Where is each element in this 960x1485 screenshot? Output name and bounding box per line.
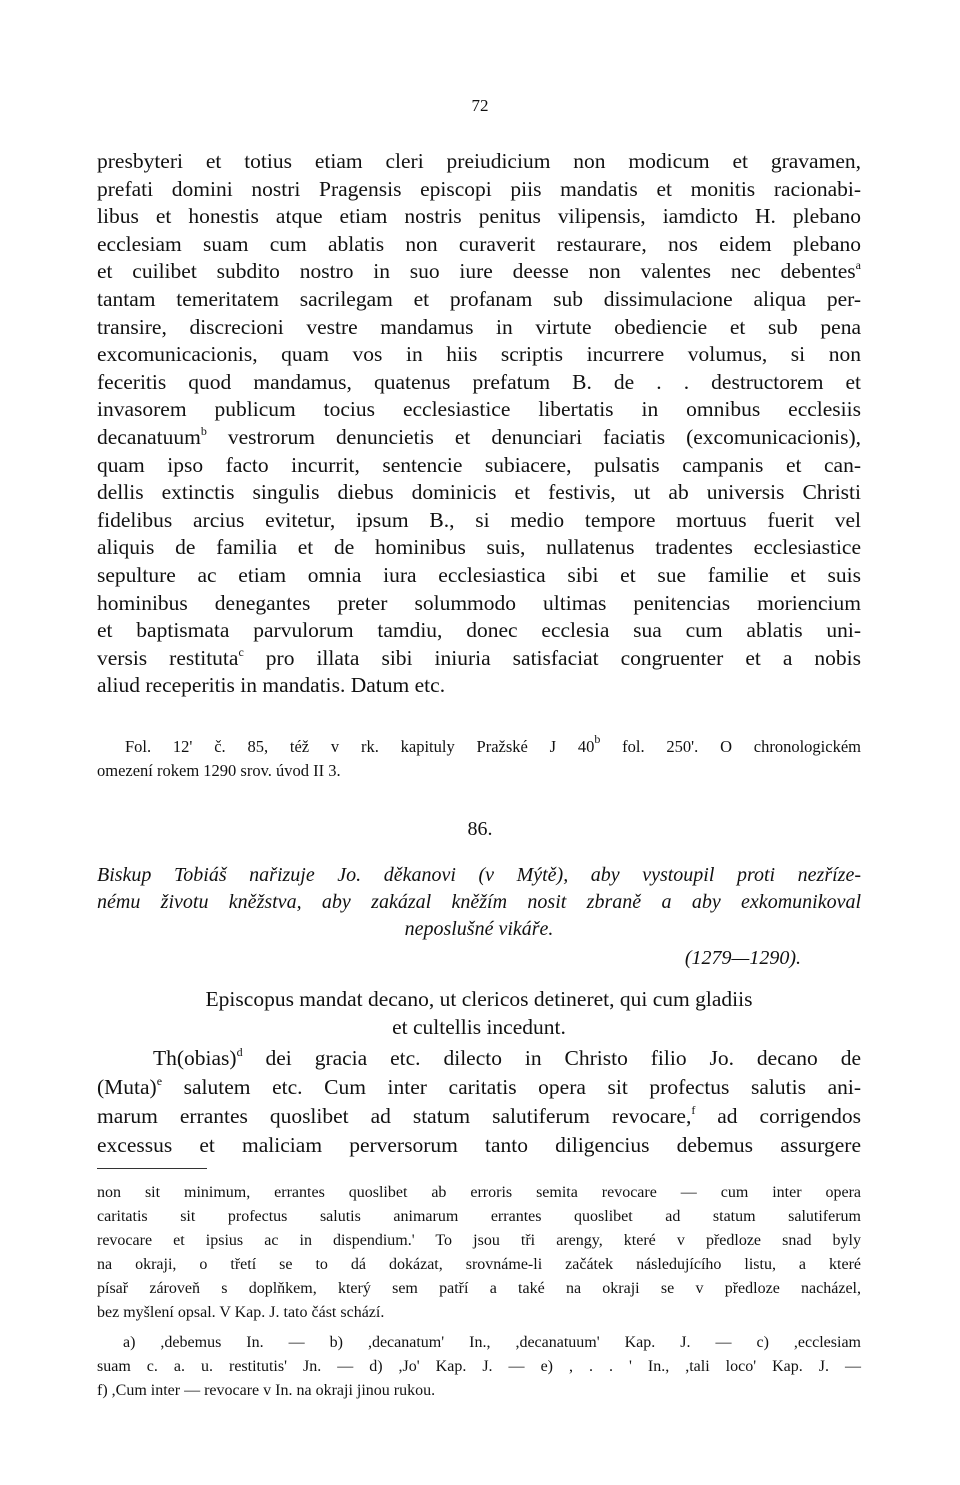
footnote-marker: c [238, 644, 244, 659]
text-segment: vestrorum denuncietis et denunciari faciatis (excomunicacionis), [206, 424, 861, 449]
text-segment: pro illata sibi iniuria satisfaciat congruenter et a nobis [243, 645, 861, 670]
text-segment: transire, discrecioni vestre mandamus in virtute obediencie et sub pena [97, 314, 861, 339]
text-line [97, 534, 861, 562]
text-line [97, 507, 861, 535]
text-line [97, 1131, 861, 1160]
text-segment: ecclesiam suam cum ablatis non curaverit restaurare, nos eidem plebano [97, 231, 861, 256]
text-segment: excessus et maliciam perversorum tanto diligencius debemus assurgere [97, 1133, 861, 1157]
footnote-line: bez myšlení opsal. V Kap. J. tato část schází. [97, 1304, 385, 1321]
text-segment: hominibus denegantes preter solummodo ultimas penitencias moriencium [97, 590, 861, 615]
page-number: 72 [471, 96, 489, 115]
text-line [97, 1044, 861, 1073]
text-line [97, 1073, 861, 1102]
text-segment: dei gracia etc. dilecto in Christo filio Jo. decano de [242, 1046, 861, 1070]
source-note-line [97, 732, 862, 759]
text-segment: sepulture ac etiam omnia iura ecclesiastica sibi et sue familie et suis [97, 562, 861, 587]
text-segment: prefati domini nostri Pragensis episcopi piis mandatis et monitis racionabi- [97, 176, 861, 201]
footnote-line: non sit minimum, errantes quoslibet ab erroris semita revocare — cum inter opera [97, 1184, 861, 1201]
footnote-line: caritatis sit profectus salutis animarum errantes quoslibet ad statum salutiferum [97, 1208, 861, 1225]
text-line [97, 479, 861, 507]
text-segment: et baptismata parvulorum tamdiu, donec ecclesia sua cum ablatis uni- [97, 618, 861, 643]
footnote-marker: a [855, 258, 861, 273]
source-note [97, 732, 862, 783]
text-line [97, 286, 861, 314]
text-line [97, 672, 861, 700]
footnote-line: písař zároveň s doplňkem, který sem patří a také na okraji se v předloze nacházel, [97, 1280, 861, 1297]
footnotes [97, 1181, 861, 1403]
footnote-line: f) ,Cum inter — revocare v In. na okraji jinou rukou. [97, 1382, 436, 1399]
text-segment: feceritis quod mandamus, quatenus prefatum B. de . . destructorem et [97, 369, 861, 394]
source-note-line: omezení rokem 1290 srov. úvod II 3. [97, 761, 341, 780]
text-line [97, 148, 861, 176]
text-line [97, 452, 861, 480]
text-segment: excomunicacionis, quam vos in hiis scriptis incurrere volumus, si non [97, 342, 861, 367]
text-segment: ad corrigendos [695, 1104, 861, 1128]
text-line [97, 424, 861, 452]
text-segment: tantam temeritatem sacrilegam et profanam sub dissimulacione aliqua per- [97, 286, 861, 311]
text-segment: fol. 250'. O chronologickém [600, 737, 862, 756]
footnote-marker: f [691, 1103, 696, 1117]
main-text [97, 148, 861, 700]
text-line [97, 369, 861, 397]
text-line [97, 396, 861, 424]
text-line [97, 203, 861, 231]
text-segment: versis restituta [97, 645, 239, 670]
text-segment: Th(obias) [153, 1046, 237, 1070]
footnote-marker: d [236, 1045, 243, 1059]
footnote-line: na okraji, o třetí se to dá dokázat, srovnáme-li začátek následujícího listu, a které [97, 1256, 861, 1273]
text-segment: aliud receperitis in mandatis. Datum etc. [97, 673, 446, 698]
footnote-line: a) ,debemus In. — b) ,decanatum' In., ,decanatuum' Kap. J. — c) ,ecclesiam [123, 1334, 861, 1351]
regest-line: Biskup Tobiáš nařizuje Jo. děkanovi (v Mýtě), aby vystoupil proti nezříze- [97, 864, 861, 886]
text-segment: presbyteri et totius etiam cleri preiudicium non modicum et gravamen, [97, 149, 861, 173]
text-line [97, 1102, 861, 1131]
regest-line: neposlušné vikáře. [404, 918, 554, 940]
text-line [97, 590, 861, 618]
text-segment: dellis extinctis singulis diebus dominicis et festivis, ut ab universis Christi [97, 480, 861, 505]
footnote-separator [97, 1168, 207, 1169]
footnote-marker: b [200, 423, 207, 438]
regest-line: nému životu kněžstva, aby zakázal kněžím nosit zbraně a aby exkomunikoval [97, 891, 861, 913]
text-line [97, 176, 861, 204]
footnote-line: suam c. a. u. restitutis' Jn. — d) ,Jo' Kap. J. — e) , . . ' In., ,tali loco' Kap. J. — [97, 1358, 861, 1375]
text-segment: quam ipso facto incurrit, sentencie subiacere, pulsatis campanis et can- [97, 452, 861, 477]
text-line [97, 645, 861, 673]
footnote-line: revocare et ipsius ac in dispendium.' To jsou tři arengy, které v předloze snad byly [97, 1232, 861, 1249]
latin-summary [97, 985, 861, 1041]
text-segment: invasorem publicum tocius ecclesiastice libertatis in omnibus ecclesiis [97, 397, 861, 422]
text-line [97, 562, 861, 590]
text-segment: aliquis de familia et de hominibus suis, nullatenus tradentes ecclesiastice [97, 535, 861, 560]
text-segment: marum errantes quoslibet ad statum salutiferum revocare, [97, 1104, 692, 1128]
document-number: 86. [467, 818, 493, 840]
text-line [97, 314, 861, 342]
document-text [97, 1044, 861, 1160]
footnote-marker: e [156, 1074, 163, 1088]
text-segment: et cuilibet subdito nostro in suo iure deesse non valentes nec debentes [97, 259, 856, 284]
text-segment: (Muta) [97, 1075, 157, 1099]
text-segment: decanatuum [97, 424, 201, 449]
text-segment: Fol. 12' č. 85, též v rk. kapituly Pražské J 40 [125, 737, 595, 756]
text-line [97, 231, 861, 259]
text-segment: fidelibus arcius evitetur, ipsum B., si medio tempore mortuus fuerit vel [97, 507, 861, 532]
regest [97, 862, 861, 972]
superscript: b [594, 732, 601, 746]
text-line [97, 258, 861, 286]
text-segment: salutem etc. Cum inter caritatis opera sit profectus salutis ani- [162, 1075, 861, 1099]
regest-date: (1279—1290). [684, 947, 801, 969]
summary-line: Episcopus mandat decano, ut clericos detineret, qui cum gladiis [205, 987, 753, 1011]
text-line [97, 341, 861, 369]
summary-line: et cultellis incedunt. [392, 1015, 566, 1039]
text-segment: libus et honestis atque etiam nostris penitus vilipensis, iamdicto H. plebano [97, 204, 861, 229]
text-line [97, 617, 861, 645]
